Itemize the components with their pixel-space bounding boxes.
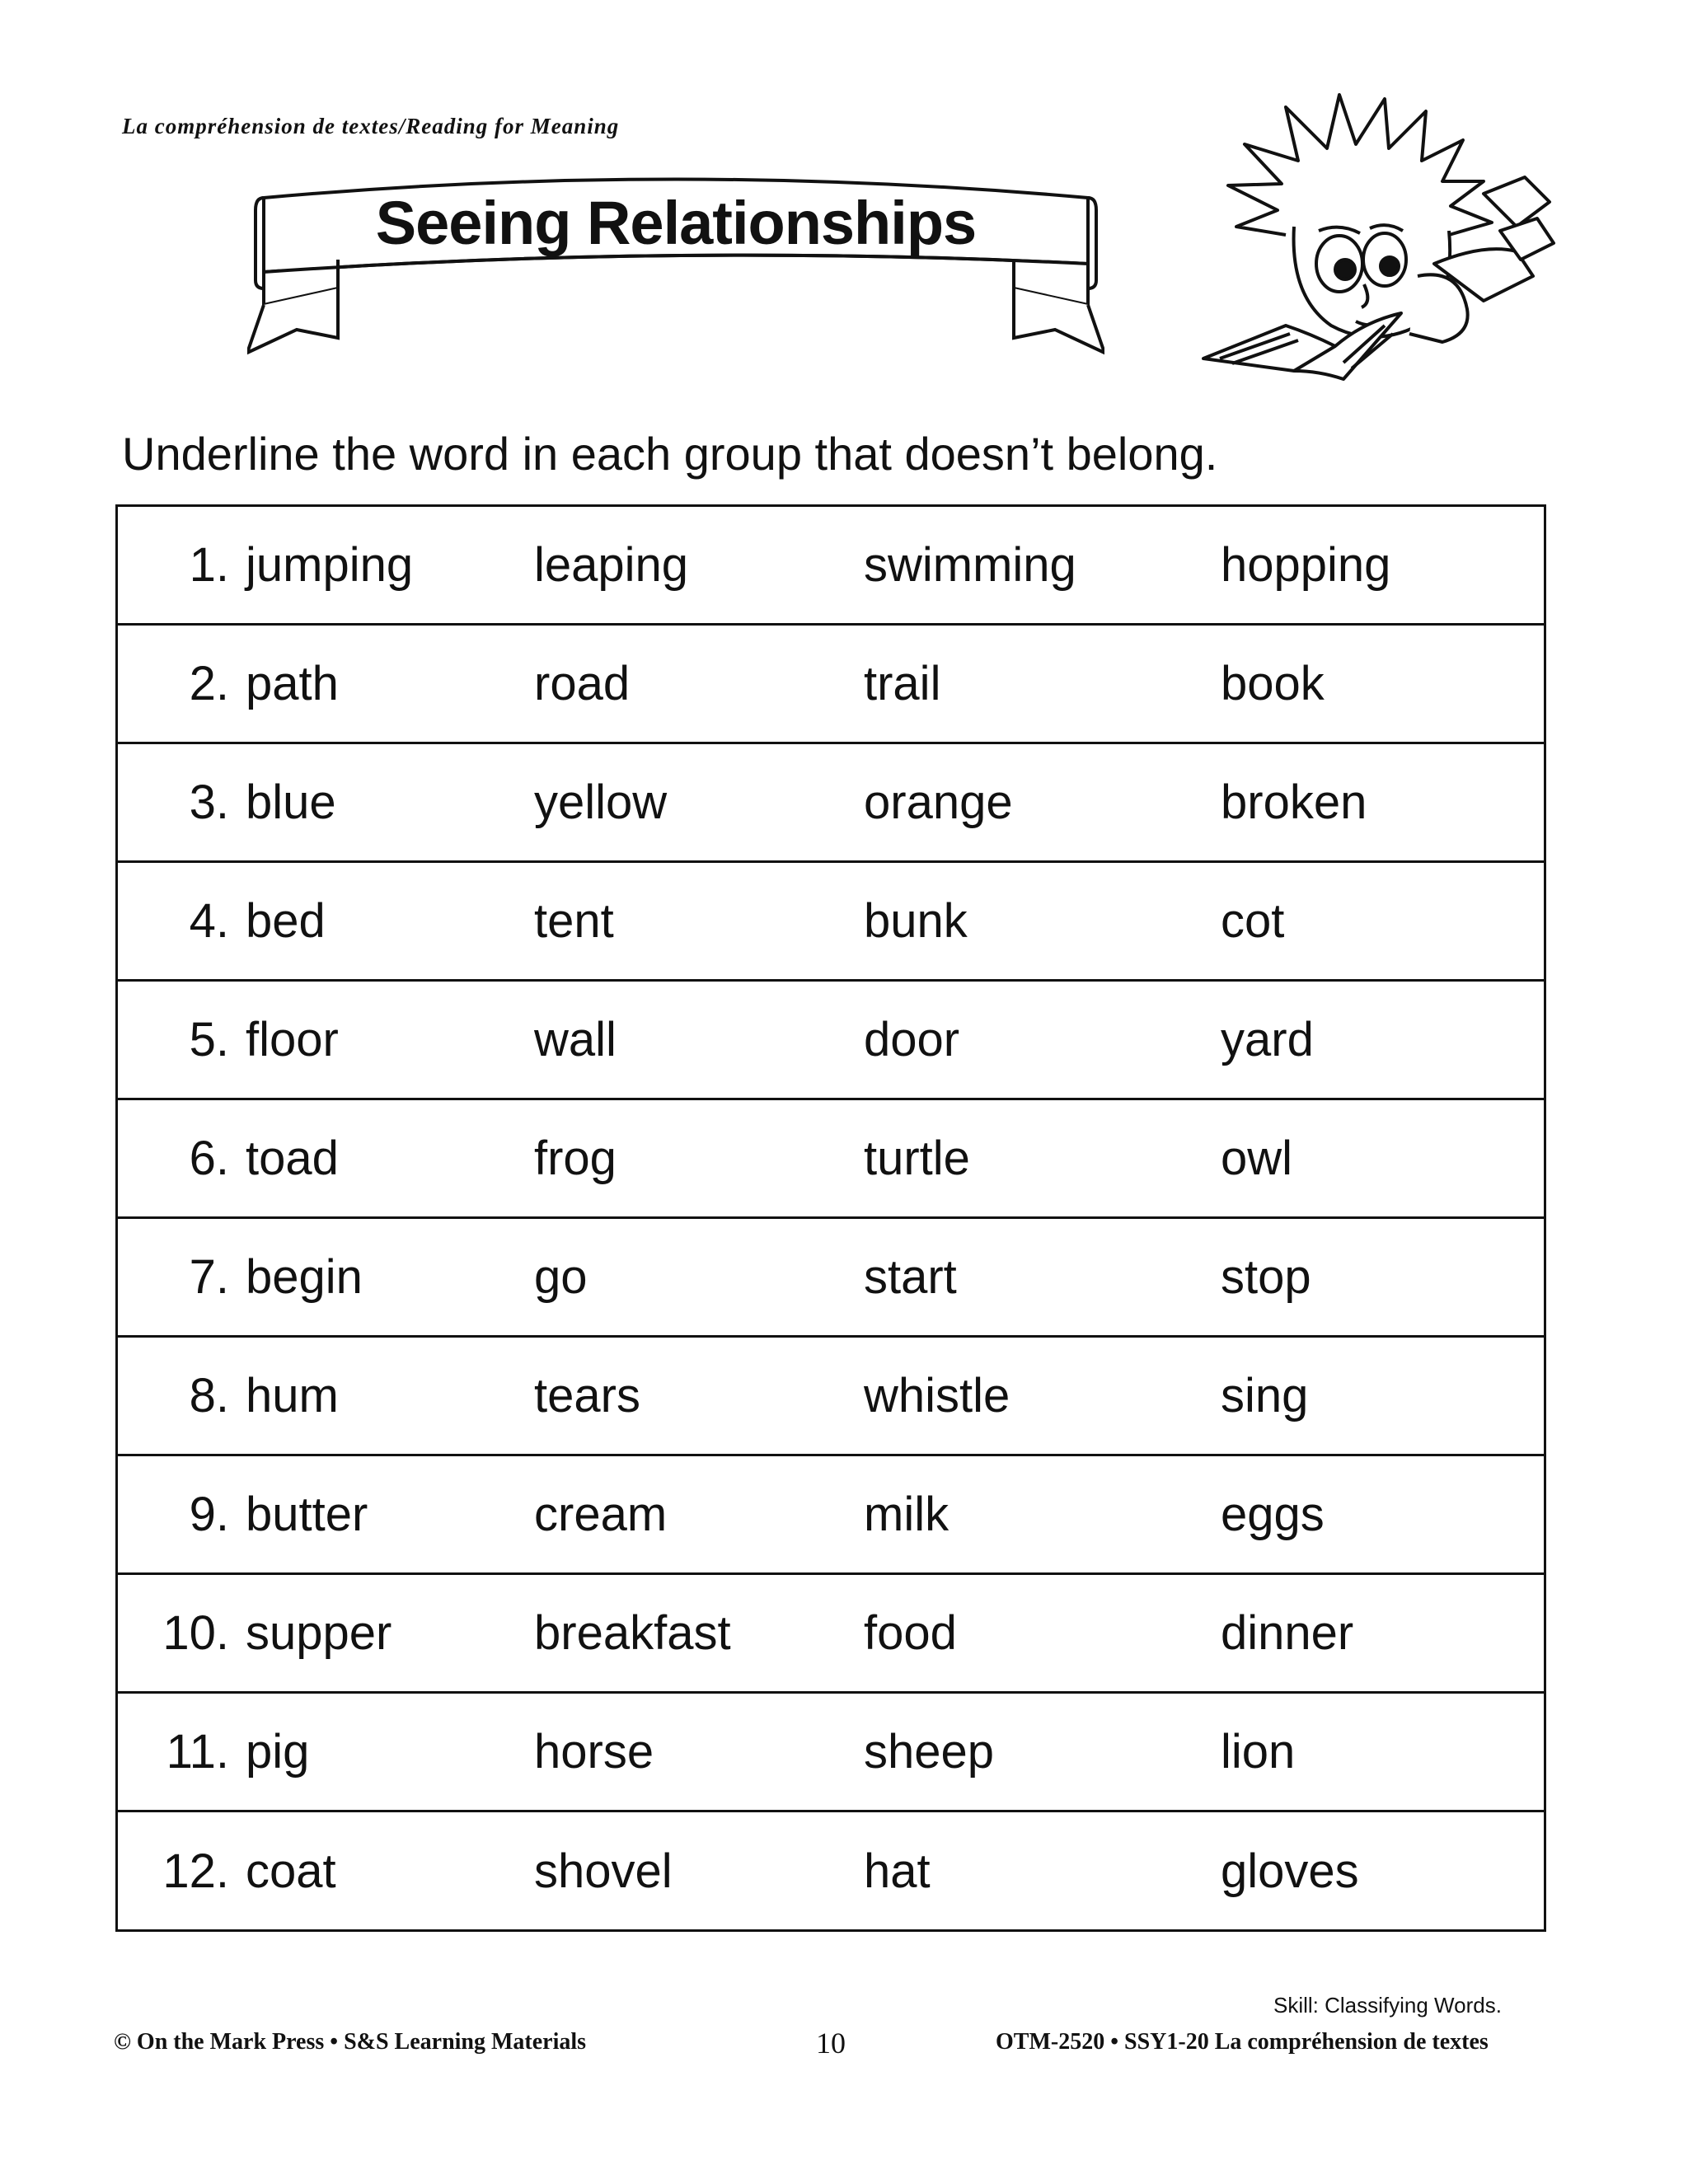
reading-kid-illustration — [1187, 87, 1566, 412]
word-option[interactable]: owl — [1221, 1132, 1293, 1185]
row-number: 3. — [189, 776, 229, 829]
word-group-row-3 — [118, 744, 1544, 863]
word-group-row-10 — [118, 1575, 1544, 1694]
word-group-row-1 — [118, 507, 1544, 626]
instructions-text: Underline the word in each group that doesn’t belong. — [122, 428, 1218, 480]
word-group-row-5 — [118, 982, 1544, 1100]
skill-note: Skill: Classifying Words. — [1273, 1993, 1502, 2018]
word-option[interactable]: tears — [534, 1369, 640, 1422]
word-option[interactable]: eggs — [1221, 1488, 1325, 1541]
word-option[interactable]: hopping — [1221, 538, 1391, 592]
word-option[interactable]: trail — [864, 657, 941, 710]
page-title: Seeing Relationships — [375, 189, 977, 257]
word-option[interactable]: go — [534, 1250, 588, 1304]
word-option[interactable]: yellow — [534, 776, 668, 829]
product-code: OTM-2520 • SSY1-20 La compréhension de textes — [996, 2029, 1489, 2055]
word-option[interactable]: path — [246, 657, 339, 710]
word-option[interactable]: frog — [534, 1132, 617, 1185]
word-option[interactable]: floor — [246, 1013, 339, 1066]
word-option[interactable]: swimming — [864, 538, 1076, 592]
word-option[interactable]: leaping — [534, 538, 689, 592]
word-group-row-2 — [118, 626, 1544, 744]
word-option[interactable]: bunk — [864, 894, 968, 948]
word-option[interactable]: toad — [246, 1132, 339, 1185]
row-number: 7. — [189, 1250, 229, 1304]
word-option[interactable]: shovel — [534, 1844, 673, 1898]
word-group-row-7 — [118, 1219, 1544, 1338]
word-option[interactable]: supper — [246, 1606, 392, 1660]
word-option[interactable]: blue — [246, 776, 336, 829]
word-option[interactable]: sing — [1221, 1369, 1309, 1422]
word-option[interactable]: cot — [1221, 894, 1285, 948]
word-option[interactable]: sheep — [864, 1725, 995, 1779]
word-option[interactable]: hum — [246, 1369, 339, 1422]
word-group-row-6 — [118, 1100, 1544, 1219]
word-group-row-4 — [118, 863, 1544, 982]
row-number: 6. — [189, 1132, 229, 1185]
word-option[interactable]: start — [864, 1250, 957, 1304]
word-group-row-12 — [118, 1812, 1544, 1929]
word-option[interactable]: turtle — [864, 1132, 970, 1185]
word-option[interactable]: broken — [1221, 776, 1367, 829]
word-option[interactable]: hat — [864, 1844, 931, 1898]
row-number: 9. — [189, 1488, 229, 1541]
word-option[interactable]: book — [1221, 657, 1325, 710]
word-option[interactable]: food — [864, 1606, 957, 1660]
row-number: 1. — [189, 538, 229, 592]
word-option[interactable]: door — [864, 1013, 960, 1066]
word-option[interactable]: lion — [1221, 1725, 1296, 1779]
word-option[interactable]: stop — [1221, 1250, 1311, 1304]
word-option[interactable]: dinner — [1221, 1606, 1354, 1660]
word-group-row-9 — [118, 1456, 1544, 1575]
word-groups-table — [115, 504, 1546, 1932]
row-number: 11. — [166, 1725, 229, 1779]
row-number: 8. — [189, 1369, 229, 1422]
word-group-row-8 — [118, 1338, 1544, 1456]
word-option[interactable]: gloves — [1221, 1844, 1359, 1898]
word-option[interactable]: tent — [534, 894, 614, 948]
word-option[interactable]: road — [534, 657, 631, 710]
row-number: 5. — [189, 1013, 229, 1066]
course-header: La compréhension de textes/Reading for Meaning — [122, 114, 620, 138]
word-option[interactable]: coat — [246, 1844, 336, 1898]
row-number: 2. — [189, 657, 229, 710]
word-option[interactable]: horse — [534, 1725, 654, 1779]
word-option[interactable]: whistle — [864, 1369, 1010, 1422]
word-option[interactable]: cream — [534, 1488, 668, 1541]
word-option[interactable]: breakfast — [534, 1606, 731, 1660]
publisher-credit: © On the Mark Press • S&S Learning Materials — [114, 2029, 587, 2055]
word-option[interactable]: pig — [246, 1725, 310, 1779]
word-option[interactable]: orange — [864, 776, 1013, 829]
word-option[interactable]: milk — [864, 1488, 950, 1541]
word-option[interactable]: jumping — [246, 538, 414, 592]
word-option[interactable]: bed — [246, 894, 326, 948]
word-option[interactable]: begin — [246, 1250, 363, 1304]
page-number: 10 — [816, 2027, 846, 2060]
row-number: 4. — [189, 894, 229, 948]
row-number: 12. — [162, 1844, 229, 1898]
word-option[interactable]: wall — [534, 1013, 617, 1066]
word-option[interactable]: butter — [246, 1488, 368, 1541]
row-number: 10. — [162, 1606, 229, 1660]
word-group-row-11 — [118, 1694, 1544, 1812]
word-option[interactable]: yard — [1221, 1013, 1314, 1066]
